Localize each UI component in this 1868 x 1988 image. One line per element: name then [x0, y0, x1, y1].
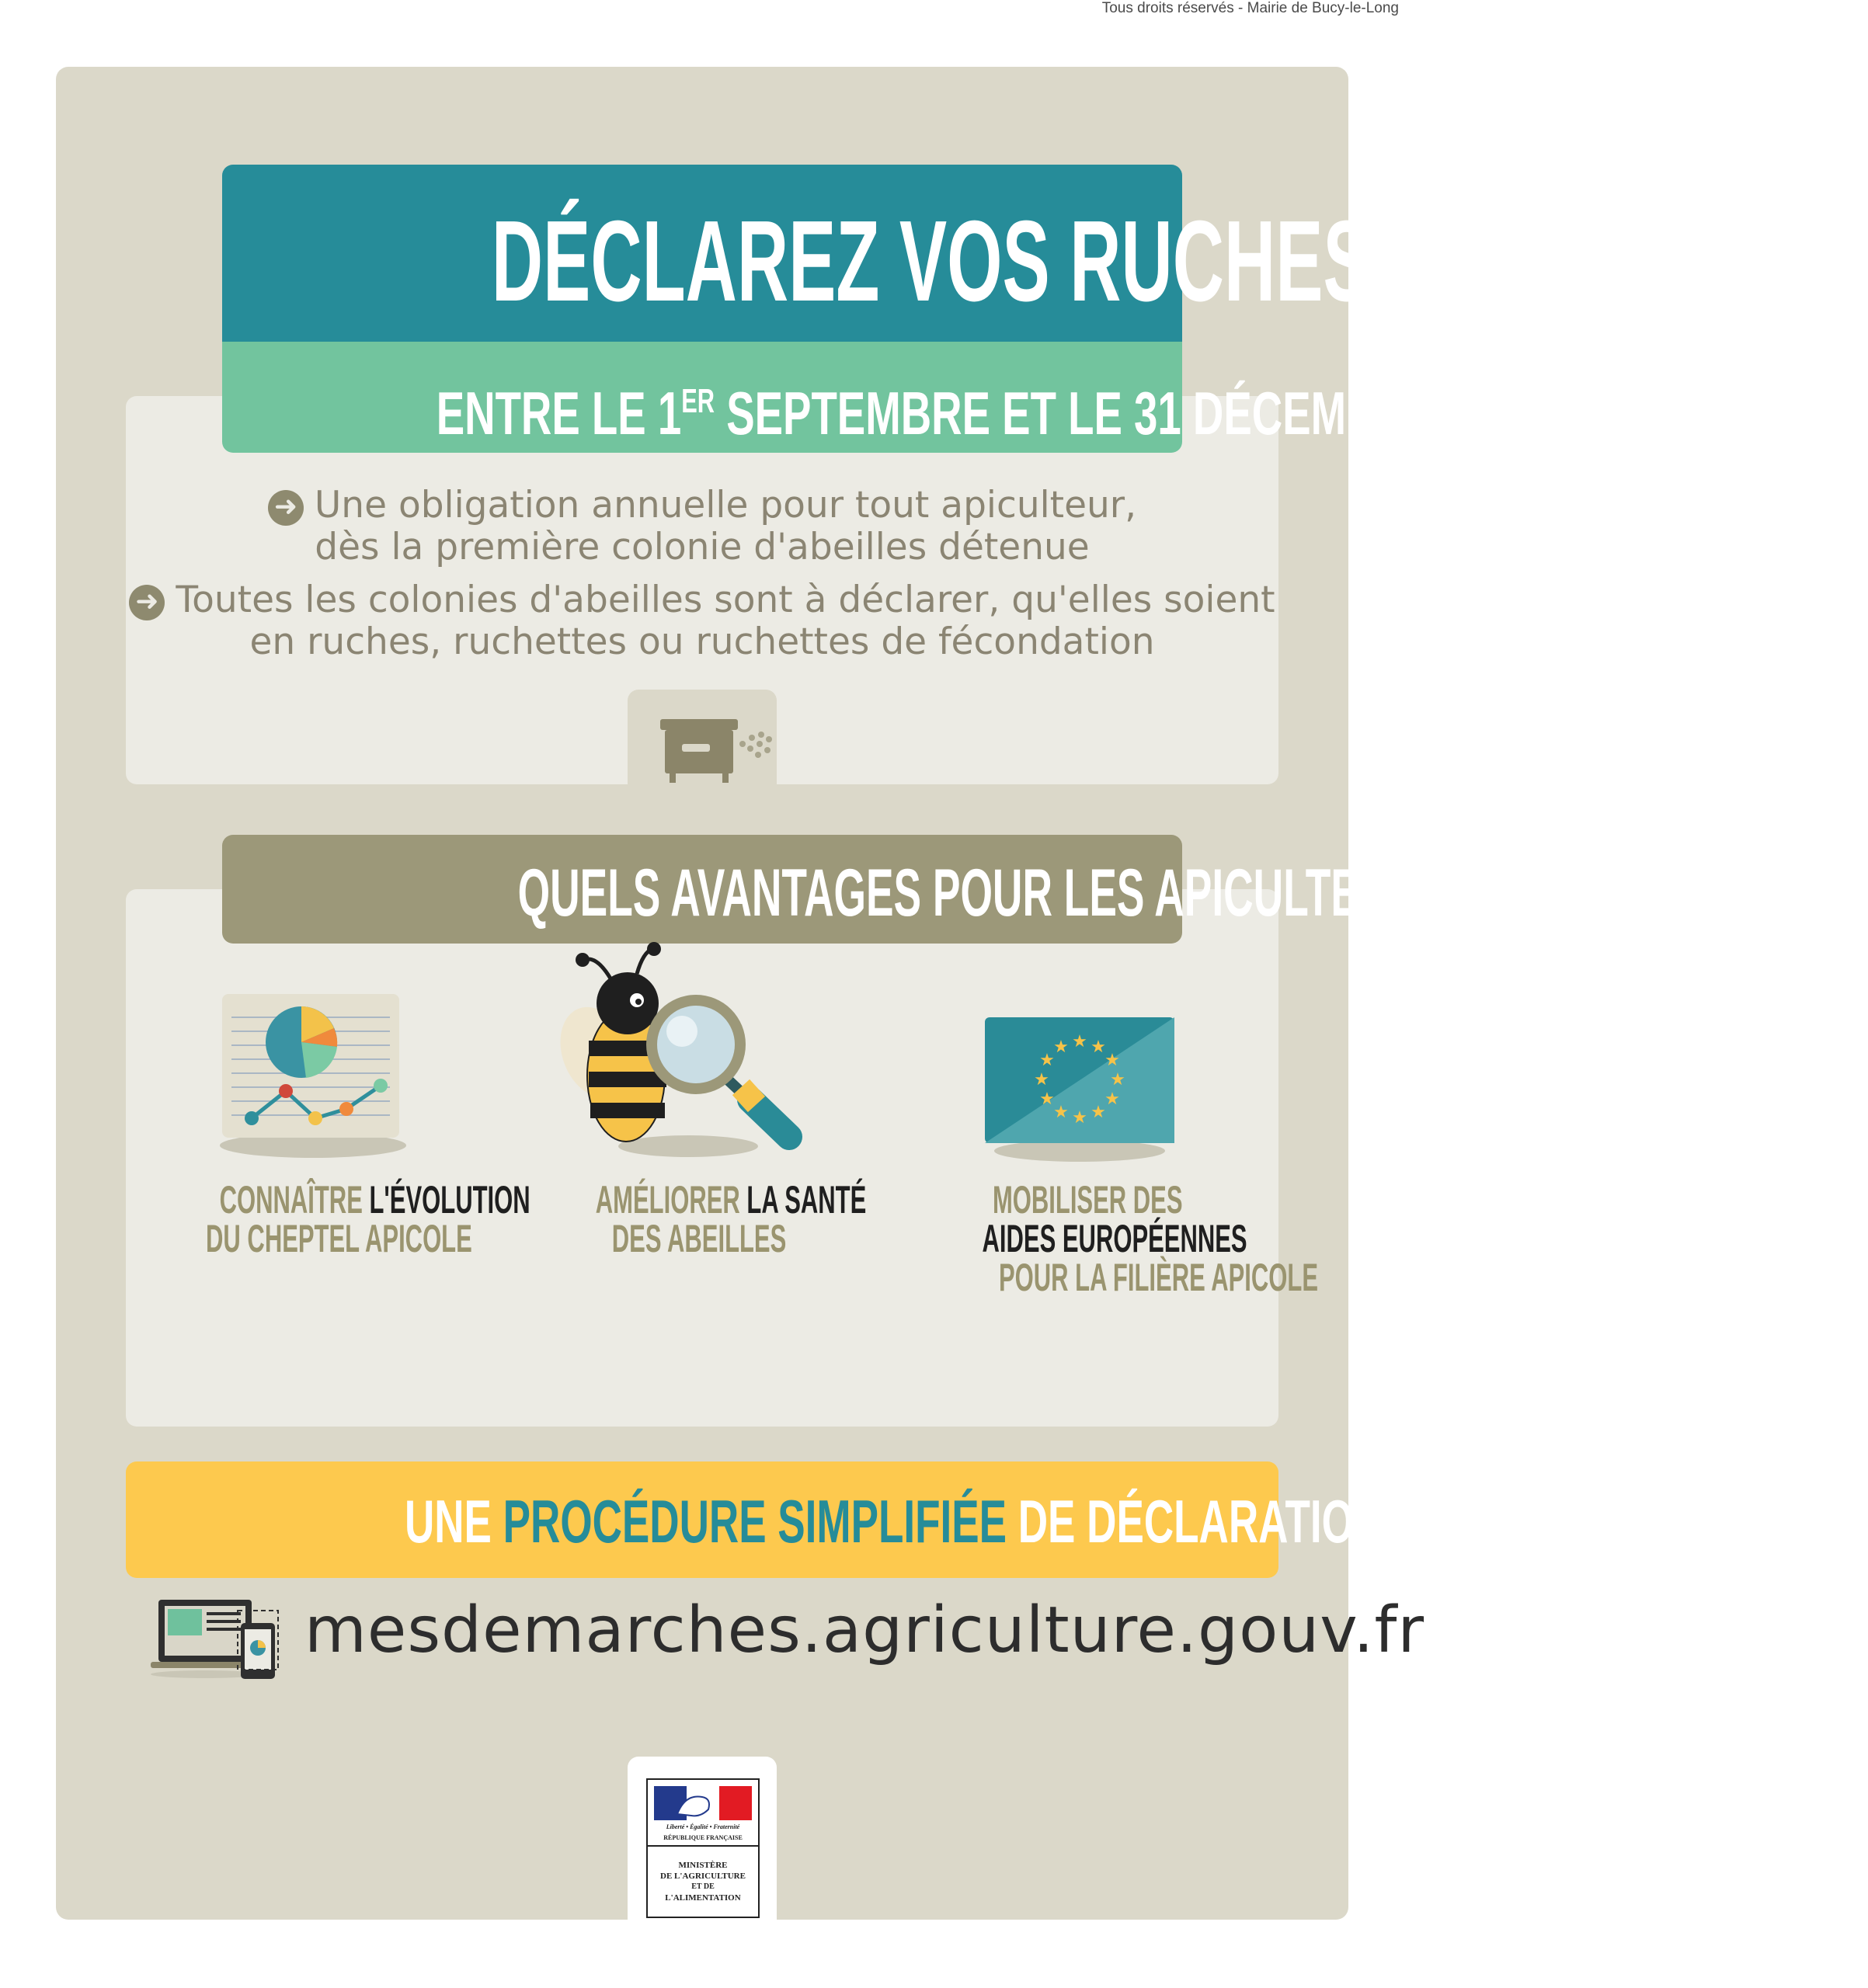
- date-range: [436, 371, 1436, 447]
- date-range-end: SEPTEMBRE ET LE 31 DÉCEMBRE: [715, 379, 1436, 447]
- svg-text:★: ★: [1072, 1032, 1087, 1051]
- bullet-2-line-1: ➜ Toutes les colonies d'abeilles sont à déclarer, qu'elles soient: [126, 579, 1278, 621]
- svg-text:★: ★: [1072, 1108, 1087, 1128]
- bullet-2-line-2: en ruches, ruchettes ou ruchettes de fécondation: [249, 620, 1155, 663]
- svg-text:★: ★: [1039, 1090, 1055, 1109]
- svg-text:★: ★: [1091, 1103, 1106, 1122]
- svg-text:★: ★: [1053, 1037, 1069, 1057]
- ministry-logo: [646, 1778, 760, 1918]
- ministry-line-2: DE L'AGRICULTURE: [660, 1872, 746, 1881]
- bee-magnifier-icon: [556, 940, 820, 1173]
- svg-text:★: ★: [1053, 1103, 1069, 1122]
- benefit-caption-3: MOBILISER DES AIDES EUROPÉENNES POUR LA FILIÈRE APICOLE: [982, 1178, 1319, 1299]
- benefit-caption-1: CONNAÎTRE L'ÉVOLUTION DU CHEPTEL APICOLE: [206, 1178, 530, 1260]
- ministry-line-3: ET DE: [691, 1882, 715, 1891]
- logo-divider: [648, 1845, 758, 1847]
- date-range-start: ENTRE LE 1: [436, 379, 682, 447]
- online-procedure-banner: [126, 1461, 1590, 1578]
- svg-text:★: ★: [1034, 1070, 1049, 1090]
- date-banner: [222, 342, 1436, 453]
- title-banner: [222, 165, 1371, 342]
- bullet-1-line-2: dès la première colonie d'abeilles détenue: [315, 526, 1090, 568]
- benefits-heading: QUELS AVANTAGES POUR LES APICULTEURS ?: [517, 856, 1483, 930]
- copyright-notice: Tous droits réservés - Mairie de Bucy-le-Long: [1101, 0, 1399, 16]
- bullet-1-line-1: ➜ Une obligation annuelle pour tout apiculteur,: [126, 485, 1278, 527]
- benefits-heading-banner: [222, 835, 1483, 944]
- page-title: DÉCLAREZ VOS RUCHES: [491, 197, 1371, 325]
- motto: Liberté • Égalité • Fraternité: [666, 1823, 740, 1830]
- date-range-ordinal: ER: [681, 382, 715, 420]
- online-procedure-text: UNE PROCÉDURE SIMPLIFIÉE DE DÉCLARATION EN LIGNE: [404, 1487, 1590, 1555]
- ministry-line-1: MINISTÈRE: [678, 1861, 728, 1870]
- arrow-right-icon: ➜: [268, 490, 304, 526]
- svg-text:★: ★: [1091, 1037, 1106, 1057]
- svg-text:★: ★: [1104, 1090, 1120, 1109]
- svg-text:★: ★: [1110, 1070, 1125, 1090]
- svg-text:★: ★: [1104, 1051, 1120, 1070]
- arrow-right-icon: ➜: [129, 585, 165, 620]
- beehive-icon: [628, 690, 777, 791]
- website-url[interactable]: mesdemarches.agriculture.gouv.fr: [304, 1594, 1425, 1667]
- marianne-flag-icon: [654, 1786, 752, 1820]
- eu-flag-icon: [980, 1010, 1179, 1173]
- ministry-line-4: L'ALIMENTATION: [665, 1893, 741, 1903]
- chart-icon: [208, 986, 418, 1169]
- beehive-tab: [628, 690, 777, 791]
- svg-text:★: ★: [1039, 1051, 1055, 1070]
- devices-icon: [151, 1592, 283, 1685]
- benefit-caption-2: AMÉLIORER LA SANTÉ DES ABEILLES: [595, 1178, 867, 1260]
- republic-label: RÉPUBLIQUE FRANÇAISE: [663, 1834, 743, 1841]
- ministry-logo-tab: [628, 1757, 777, 1920]
